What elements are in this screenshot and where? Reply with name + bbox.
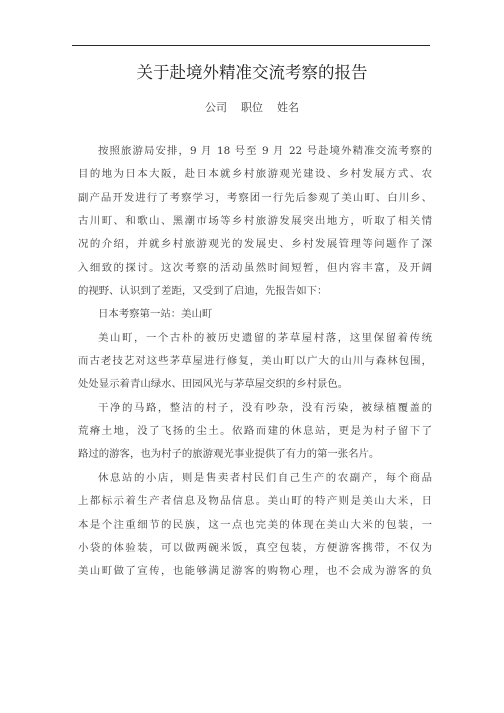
text-line: 入细致的探讨。这次考察的活动虽然时间短暂，但内容丰富，及开阔 <box>78 261 432 274</box>
header-rule <box>72 45 430 46</box>
text-line: 况的介绍，并就乡村旅游观光的发展史、乡村发展管理等问题作了深 <box>78 238 432 251</box>
report-body <box>78 140 432 584</box>
text-line: 休息站的小店，则是售卖者村民们自己生产的农副产，每个商品 <box>98 471 432 484</box>
text-line: 美山町做了宣传，也能够满足游客的购物心理，也不会成为游客的负 <box>78 565 432 578</box>
text-line: 路过的游客，也为村子的旅游观光事业提供了有力的第一张名片。 <box>78 448 380 461</box>
text-line: 按照旅游局安排，9 月 18 号至 9 月 22 号赴境外精准交流考察的 <box>98 145 432 157</box>
paragraph <box>78 140 432 303</box>
text-line: 干净的马路，整洁的村子，没有吵杂，没有污染，被绿植覆盖的 <box>98 401 432 414</box>
text-line: 处处显示着青山绿水、田园风光与茅草屋交织的乡村景色。 <box>78 378 349 391</box>
text-line: 而古老技艺对这些茅草屋进行修复，美山町以广大的山川与森林包围， <box>78 355 432 368</box>
text-line: 古川町、和歌山、黑潮市场等乡村旅游发展突出地方，听取了相关情 <box>78 215 432 228</box>
report-title: 关于赴境外精准交流考察的报告 <box>136 63 368 82</box>
text-line: 本是个注重细节的民族，这一点也完美的体现在美山大米的包装，一 <box>78 518 432 531</box>
text-line: 荒瘠土地，没了飞扬的尘土。依路而建的休息站，更是为村子留下了 <box>78 425 432 438</box>
text-line: 美山町，一个古朴的被历史遗留的茅草屋村落，这里保留着传统 <box>98 331 432 344</box>
paragraph <box>78 467 432 584</box>
text-line: 目的地为日本大阪，赴日本就乡村旅游观光建设、乡村发展方式、农 <box>78 168 432 181</box>
text-line: 小袋的体验装，可以做两碗米饭，真空包装，方便游客携带，不仅为 <box>78 541 432 554</box>
text-line: 的视野、认识到了差距，又受到了启迪，先报告如下： <box>78 285 328 298</box>
author-byline: 公司 职位 姓名 <box>205 101 299 114</box>
section-heading <box>78 303 432 326</box>
paragraph <box>78 327 432 397</box>
paragraph <box>78 397 432 467</box>
text-line: 上都标示着生产者信息及物品信息。美山町的特产则是美山大米，日 <box>78 495 432 508</box>
text-line: 日本考察第一站：美山町 <box>98 308 213 321</box>
text-line: 副产品开发进行了考察学习，考察团一行先后参观了美山町、白川乡、 <box>78 191 432 204</box>
